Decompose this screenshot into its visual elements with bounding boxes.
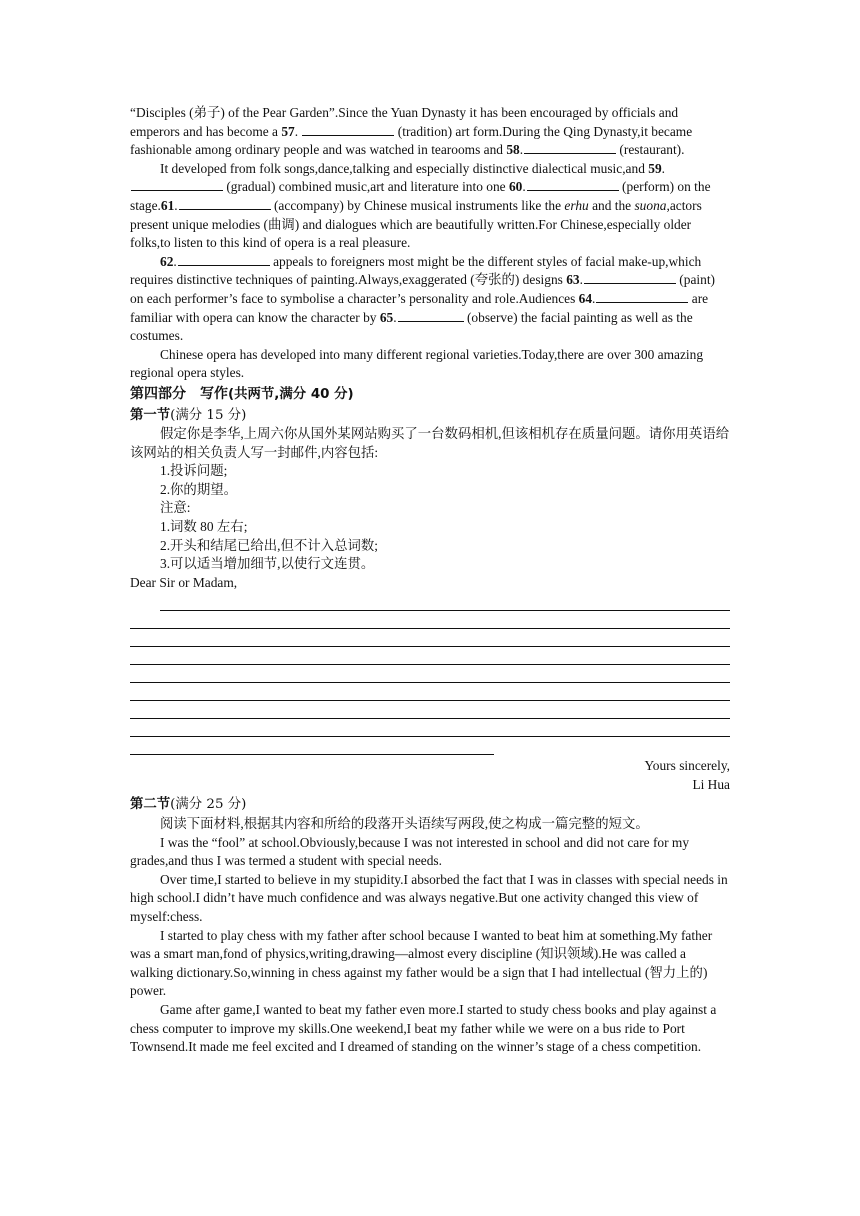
section1-heading: 第一节(满分 15 分) <box>130 407 247 423</box>
question-number-59: 59 <box>648 160 662 176</box>
letter-signature: Li Hua <box>692 776 730 792</box>
requirement-item: 1.投诉问题; <box>160 463 228 479</box>
story-paragraph: Game after game,I wanted to beat my father even more.I started to study chess books and play against a chess computer to improve my skills.One weekend,I beat my father while we were on a bus ride to Port Townsend.It made me feel excited and I dreamed of standing on the winner’s stage of a chess competition. <box>130 1002 717 1055</box>
notice-item: 1.词数 80 左右; <box>160 519 248 535</box>
letter-closing: Yours sincerely, <box>644 758 730 774</box>
part4-heading: 第四部分 写作(共两节,满分 40 分) <box>130 385 354 402</box>
answer-blank-61[interactable] <box>179 197 271 210</box>
writing-line[interactable] <box>160 592 730 610</box>
question-number-62: 62 <box>160 253 174 269</box>
writing-line[interactable] <box>130 683 730 701</box>
question-number-58: 58 <box>506 142 520 158</box>
passage-paragraph-4: Chinese opera has developed into many different regional varieties.Today,there are over 300 amazing regional opera styles. <box>130 346 704 381</box>
writing-line[interactable] <box>130 701 730 719</box>
writing-line[interactable] <box>130 647 730 665</box>
question-number-65: 65 <box>379 309 394 325</box>
story-paragraph: Over time,I started to believe in my stupidity.I absorbed the fact that I was in classes with special needs in high school.I didn’t have much confidence and was always negative.But one activity changed this view of myself:chess. <box>130 871 728 925</box>
section1-prompt: 假定你是李华,上周六你从国外某网站购买了一台数码相机,但该相机存在质量问题。请你用英语给该网站的相关负责人写一封邮件,内容包括: <box>130 426 730 460</box>
notice-label: 注意: <box>160 500 191 516</box>
question-number-57: 57 <box>281 123 295 139</box>
answer-blank-63[interactable] <box>584 271 676 284</box>
answer-blank-64[interactable] <box>596 290 688 303</box>
question-number-60: 60 <box>508 179 523 195</box>
writing-line[interactable] <box>130 719 730 737</box>
writing-line[interactable] <box>130 737 494 755</box>
passage-paragraph-2: It developed from folk songs,dance,talking and especially distinctive dialectical music,and 59. (gradual) combined music,art and literature into one 60. (perform) on the stage.61. (accompany) by Chinese musical instruments like the erhu and the suona,actors present unique melodies (曲调) and dialogues which are beautifully written.For Chinese,especially older folks,to listen to this kind of opera is a real pleasure. <box>130 160 711 251</box>
writing-area[interactable] <box>130 592 730 755</box>
section2-heading: 第二节(满分 25 分) <box>130 797 247 813</box>
question-number-61: 61 <box>160 197 175 213</box>
story-paragraph: I was the “fool” at school.Obviously,because I was not interested in school and did not care for my grades,and thus I was termed a student with special needs. <box>130 834 690 869</box>
answer-blank-57[interactable] <box>302 123 394 136</box>
writing-line[interactable] <box>130 611 730 629</box>
question-number-63: 63 <box>566 272 580 288</box>
story-paragraph: I started to play chess with my father after school because I wanted to beat him at something.My father was a smart man,fond of physics,writing,drawing—almost every discipline (知识领域).He was called a walking dictionary.So,winning in chess against my father would be a sign that I had intellectual (智力上的) power. <box>130 927 713 999</box>
passage-paragraph-1: “Disciples (弟子) of the Pear Garden”.Since the Yuan Dynasty it has been encouraged by officials and emperors and has become a 57. (tradition) art form.During the Qing Dynasty,it became fashionable among ordinary people and was watched in tearooms and 58. (restaurant). <box>130 105 693 158</box>
answer-blank-62[interactable] <box>178 253 270 266</box>
answer-blank-65[interactable] <box>398 309 464 322</box>
document-page <box>130 104 730 1057</box>
section2-prompt: 阅读下面材料,根据其内容和所给的段落开头语续写两段,使之构成一篇完整的短文。 <box>160 816 649 832</box>
answer-blank-59[interactable] <box>131 178 223 191</box>
writing-line[interactable] <box>130 629 730 647</box>
notice-item: 2.开头和结尾已给出,但不计入总词数; <box>160 537 378 553</box>
letter-greeting: Dear Sir or Madam, <box>130 574 238 590</box>
passage-paragraph-3: 62. appeals to foreigners most might be the different styles of facial make-up,which requires distinctive techniques of painting.Always,exaggerated (夸张的) designs 63. (paint) on each performer’s face to symbolise a character’s personality and role.Audiences 64. are familiar with opera can know the character by 65. (observe) the facial painting as well as the costumes. <box>130 253 715 344</box>
answer-blank-60[interactable] <box>527 178 619 191</box>
requirement-item: 2.你的期望。 <box>160 481 237 497</box>
notice-item: 3.可以适当增加细节,以使行文连贯。 <box>160 556 375 572</box>
answer-blank-58[interactable] <box>524 141 616 154</box>
question-number-64: 64 <box>578 290 593 306</box>
writing-line[interactable] <box>130 665 730 683</box>
